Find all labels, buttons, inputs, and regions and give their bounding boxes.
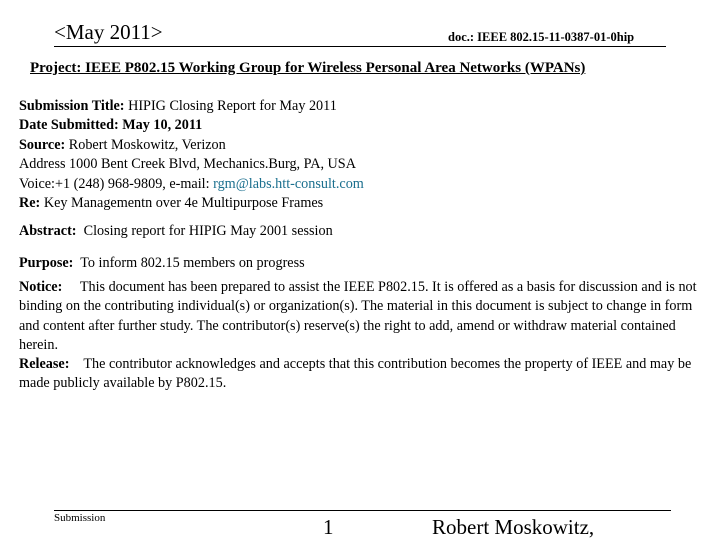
footer-author: Robert Moskowitz, (432, 515, 595, 539)
abstract-value: Closing report for HIPIG May 2001 session (83, 223, 333, 239)
footer-submission-label: Submission (54, 512, 106, 524)
voice-text: Voice:+1 (248) 968-9809, e-mail: (19, 175, 214, 192)
header-date: <May 2011> (54, 20, 163, 44)
source-label: Source: (19, 136, 66, 153)
release-text: The contributor acknowledges and accepts that this contribution becomes the property of IEEE and may be made publicly available by P802.15. (19, 356, 692, 392)
notice-paragraph (19, 278, 713, 356)
abstract-line (19, 222, 333, 241)
source-value: Robert Moskowitz, Verizon (68, 136, 226, 153)
submission-details (19, 97, 364, 213)
date-submitted-label: Date Submitted: (19, 117, 119, 134)
project-title: Project: IEEE P802.15 Working Group for Wireless Personal Area Networks (WPANs) (30, 60, 586, 76)
voice-line (19, 175, 364, 194)
purpose-value: To inform 802.15 members on progress (80, 255, 305, 271)
submission-title-value: HIPIG Closing Report for May 2011 (128, 98, 337, 114)
source-line (19, 136, 364, 155)
release-paragraph (19, 355, 713, 394)
abstract-label: Abstract: (19, 223, 77, 239)
address-line: Address 1000 Bent Creek Blvd, Mechanics.Burg, PA, USA (19, 156, 356, 173)
re-label: Re: (19, 195, 41, 212)
submission-title-line (19, 97, 364, 116)
header-divider (54, 46, 666, 47)
purpose-line (19, 254, 305, 273)
date-submitted-value: May 10, 2011 (122, 117, 203, 134)
footer-divider (54, 510, 671, 511)
submission-title-label: Submission Title: (19, 98, 125, 114)
date-submitted-line (19, 116, 364, 135)
notice-label: Notice: (19, 279, 63, 295)
notice-text: This document has been prepared to assist the IEEE P802.15. It is offered as a basis for discussion and is not binding on the contributing individual(s) or organization(s). The material in this document is subject to change in form and content after further study. The contributor(s) reserve(s) the right to add, amend or withdraw material contained herein. (19, 279, 697, 354)
page-number: 1 (323, 515, 334, 539)
re-line (19, 194, 364, 213)
purpose-label: Purpose: (19, 255, 74, 271)
re-value: Key Managementn over 4e Multipurpose Frames (43, 195, 324, 212)
document-id: doc.: IEEE 802.15-11-0387-01-0hip (448, 30, 635, 44)
release-label: Release: (19, 356, 70, 372)
email-link[interactable]: rgm@labs.htt-consult.com (213, 175, 364, 192)
